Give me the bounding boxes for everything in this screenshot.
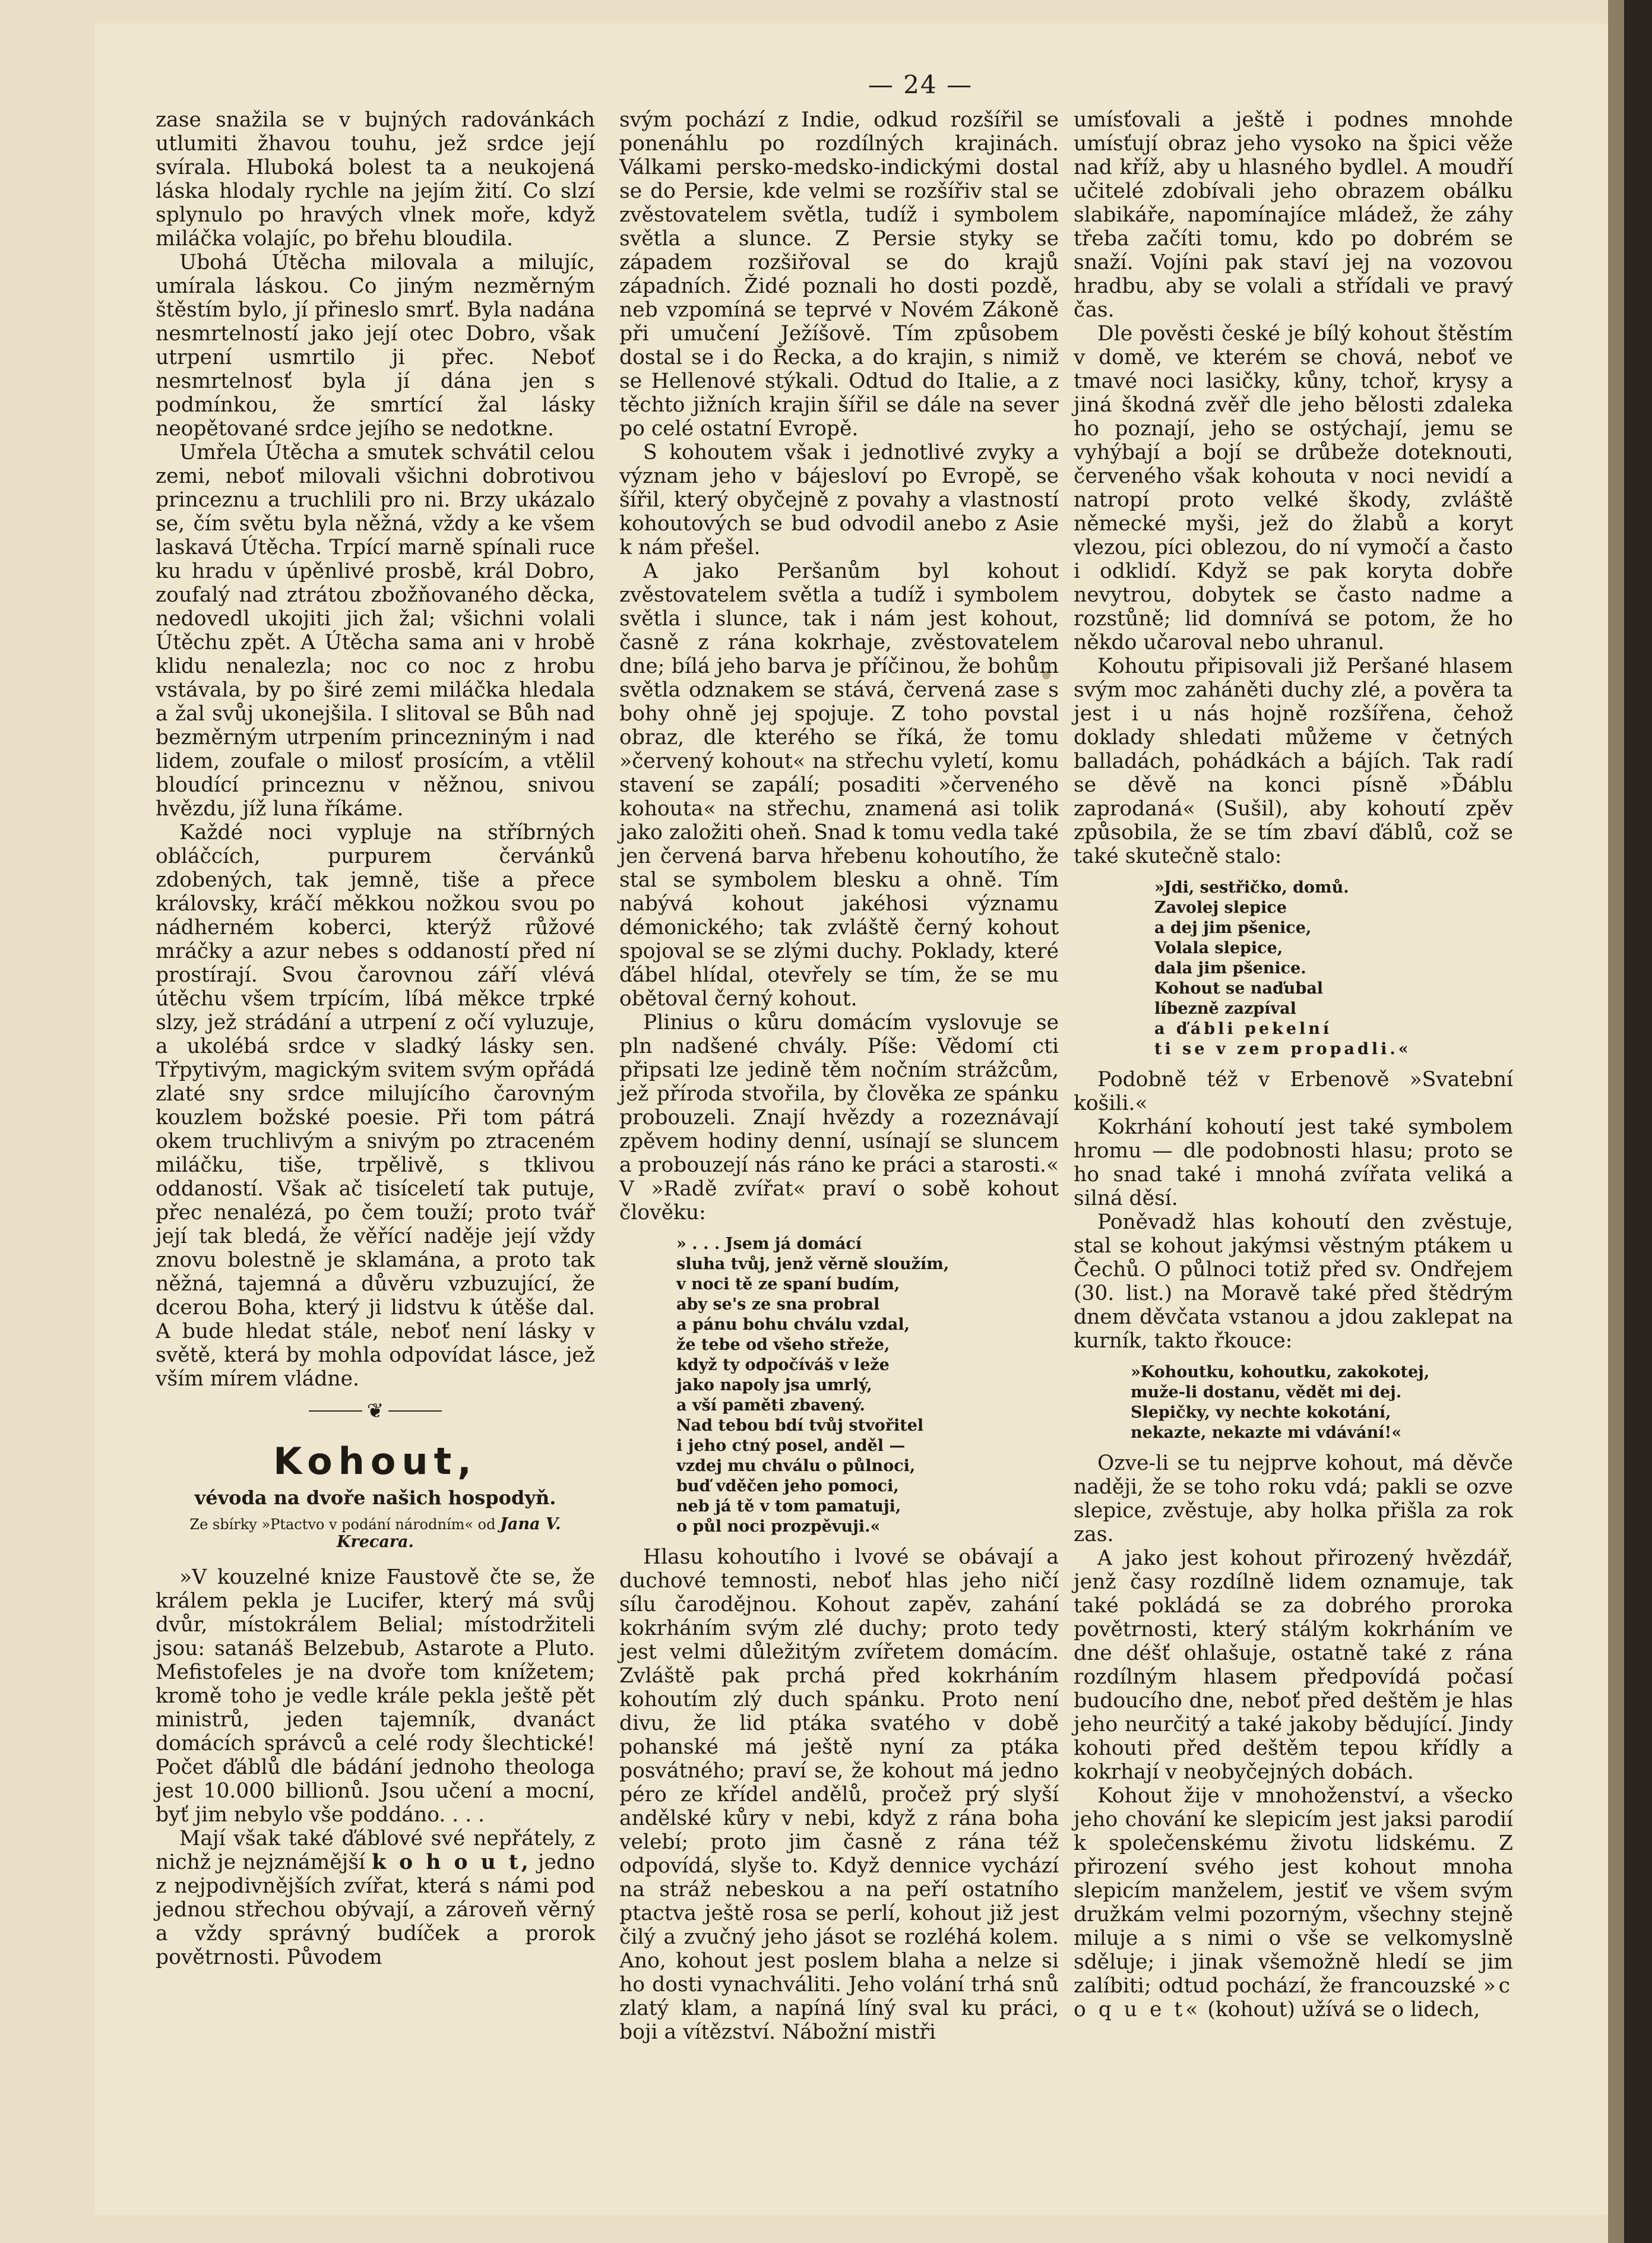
poem-line: a pánu bohu chválu vzdal, <box>676 1315 910 1334</box>
paragraph: zase snažila se v bujných radovánkách utlumiti žhavou touhu, jež srdce její svírala. Hluboká bolest ta a neukojená láska hlodaly rychle na jejím žití. Co slzí splynulo po hravých vlnek moře, když miláčka volajíc, po břehu bloudila. <box>156 108 595 251</box>
text-run: jedno z nejpodivnějších zvířat, která s námi pod jednou střechou obývají, a zároveň věrný a vždy správný budíček a prorok povětrnosti. Původem <box>156 1850 595 1969</box>
source-author: Jana V. Krecara. <box>337 1515 561 1551</box>
poem-line: Volala slepice, <box>1154 939 1283 957</box>
text-run: Mají však také ďáblové své nepřátely, z nichž je nejznámější <box>156 1827 595 1874</box>
separator-line <box>309 1410 362 1412</box>
paragraph: A jako Peršanům byl kohout zvěstovatelem světla a tudíž i symbolem světla i slunce, tak i nám jest kohout, časně z rána kokrhaje, zvěstovatelem dne; bílá jeho barva je příčinou, že bohům světla odznakem se stává, červená zase s bohy ohně jej spojuje. Z toho povstal obraz, dle kterého se říká, že tomu »červený kohout« na střechu vyletí, komu stavení se zapálí; posaditi »červeného kohouta« na střechu, znamená asi tolik jako založiti oheň. Snad k tomu vedla také jen červená barva hřebenu kohoutího, že stal se symbolem blesku a ohně. Tím nabývá kohout jakéhosi významu démonického; tak zvláště černý kohout spojoval se se zlými duchy. Poklady, které ďábel hlídal, otevřely se tím, že se mu obětoval černý kohout. <box>619 559 1059 1011</box>
poem-line: Zavolej slepice <box>1154 899 1287 917</box>
paragraph: Každé noci vypluje na stříbrných obláčcích, purpurem červánků zdobených, tak jemně, tiše a přece královsky, kráčí měkkou nožkou svou po nádherném koberci, kterýž růžové mráčky a azur nebes s oddaností před ní prostírají. Svou čarovnou září vlévá útěchu všem trpícím, líbá měkce trpké slzy, jež strádání a utrpení z očí vyluzuje, a ukolébá srdce v sladký lásky sen. Třpytivým, magickým svitem svým opřádá zlaté sny srdce milujícího čarovným kouzlem božské poesie. Při tom pátrá okem truchlivým a snivým po ztraceném miláčku, tiše, trpělivě, s tklivou oddaností. Však ač tisíceletí tak putuje, přec nenalézá, po čem touží; proto tvář její tak bledá, že věřící naděje její vždy znovu bolestně je sklamána, a proto tak něžná, tajemná a důvěru vzbuzující, že dcerou Boha, který ji lidstvu k útěše dal. A bude hledat stále, neboť není lásky v světě, která by mohla odpovídat lásce, jež vším mírem vládne. <box>156 821 595 1391</box>
poem-line: nekazte, nekazte mi vdávání!« <box>1131 1423 1402 1442</box>
poem-line: v noci tě ze spaní budím, <box>676 1275 900 1293</box>
emphasis-coquet: »c o q u e t« <box>1074 1974 1513 2021</box>
article-source <box>156 1516 595 1551</box>
page-edge <box>1624 0 1652 2243</box>
paragraph: S kohoutem však i jednotlivé zvyky a význam jeho v bájesloví po Evropě, se šířil, který obyčejně z povahy a vlastností kohoutových se bud odvodil anebo z Asie k nám přešel. <box>619 441 1059 559</box>
page-edge-shadow <box>1608 0 1624 2243</box>
poem-line: že tebe od všeho střeže, <box>676 1336 890 1354</box>
paragraph: Dle pověsti české je bílý kohout štěstím v domě, ve kterém se chová, neboť ve tmavé noci lasičky, kůny, tchoř, krysy a jiná škodná zvěř dle jeho bělosti zdaleka ho poznají, jeho se ostýchají, jemu se vyhýbají a bojí se drůbeže doteknouti, červeného však kohouta v noci nevidí a natropí proto velké škody, zvláště německé myši, jež do žlabů a koryt vlezou, píci oblezou, do ní vymočí a často i odklidí. Když se pak koryta dobře nevytrou, dobytek se často nadme a rozstůně; lid domnívá se potom, že ho někdo učaroval nebo uhranul. <box>1074 322 1513 654</box>
paragraph: Ubohá Útěcha milovala a milujíc, umírala láskou. Co jiným nezměrným štěstím bylo, jí přineslo smrť. Byla nadána nesmrtelností jako její otec Dobro, však utrpení usmrtilo ji přec. Neboť nesmrtelnosť byla jí dána jen s podmínkou, že smrtící žal lásky neopětované srdce jejího se nedotkne. <box>156 251 595 441</box>
poem-line: líbezně zazpíval <box>1154 999 1296 1018</box>
paragraph: svým pochází z Indie, odkud rozšířil se ponenáhlu po rozdílných krajinách. Válkami persko-medsko-indickými dostal se do Persie, kde velmi se rozšířiv stal se zvěstovatelem světla, tudíž i symbolem světla a slunce. Z Persie styky se západem rozšiřoval se do krajů západních. Židé poznali ho dosti pozdě, neb vzpomíná se teprvé v Novém Zákoně při umučení Ježíšově. Tím způsobem dostal se i do Řecka, a do krajin, s nimiž se Hellenové stýkali. Odtud do Italie, a z těchto jižních krajin šířil se dále na sever po celé ostatní Evropě. <box>619 108 1059 441</box>
text-run: (kohout) užívá se o lidech, <box>1207 1998 1480 2021</box>
poem-line: aby se's ze sna probral <box>676 1295 880 1314</box>
paragraph: Ozve-li se tu nejprve kohout, má děvče naději, že se toho roku vdá; pakli se ozve slepice, zvěstuje, aby holka přišla za rok zas. <box>1074 1451 1513 1546</box>
paragraph: A jako jest kohout přirozený hvězdář, jenž časy rozdílně lidem oznamuje, tak také pokládá se za dobrého proroka povětrnosti, který stálým kokrháním ve dne déšť ohlašuje, ostatně také z rána rozdílným hlasem předpovídá počasí budoucího dne, neboť před deštěm je hlas jeho neurčitý a také jakoby bědující. Jindy kohouti před deštěm tepou křídly a kokrhají v neobyčejných dobách. <box>1074 1546 1513 1784</box>
poem-line: o půl noci prozpěvuji.« <box>676 1517 881 1536</box>
poem-line: »Kohoutku, kohoutku, zakokotej, <box>1131 1363 1430 1381</box>
poem-line: jako napoly jsa umrlý, <box>676 1376 872 1394</box>
poem-dablu-zaprodana <box>1074 878 1513 1059</box>
poem-line: buď vděčen jeho pomoci, <box>676 1477 899 1495</box>
column-2 <box>619 108 1059 2044</box>
poem-rada-zvirat <box>619 1234 1059 1537</box>
paragraph: »V kouzelné knize Faustově čte se, že králem pekla je Lucifer, který má svůj dvůr, místokrálem Belial; místodržiteli jsou: satanáš Belzebub, Astarote a Pluto. Mefistofeles je na dvoře tom knížetem; kromě toho je vedle krále pekla ještě pět ministrů, jeden tajemník, dvanáct domácích správců a celé rody šlechtické! Počet ďáblů dle bádání jednoho theologa jest 10.000 billionů. Jsou učení a mocní, byť jim nebylo vše poddáno. . . . <box>156 1565 595 1827</box>
poem-line: » . . . Jsem já domácí <box>676 1235 862 1253</box>
poem-line: neb já tě v tom pamatuji, <box>676 1497 901 1516</box>
poem-line: když ty odpočíváš v leže <box>676 1356 890 1374</box>
poem-line: a vší paměti zbavený. <box>676 1396 865 1415</box>
poem-line: ti se v zem propadli.« <box>1154 1040 1412 1058</box>
poem-line: vzdej mu chválu o půlnoci, <box>676 1457 916 1475</box>
poem-line: Slepičky, vy nechte kokotání, <box>1131 1403 1391 1422</box>
poem-kohoutku <box>1074 1362 1513 1443</box>
poem-line: i jeho ctný posel, anděl — <box>676 1437 906 1455</box>
poem-line: Nad tebou bdí tvůj stvořitel <box>676 1416 924 1435</box>
article-subtitle: vévoda na dvoře našich hospodyň. <box>194 1486 556 1509</box>
poem-line: muže-li dostanu, vědět mi dej. <box>1131 1383 1402 1402</box>
separator-line <box>388 1410 442 1412</box>
paragraph: Hlasu kohoutího i lvové se obávají a duchové temnosti, neboť hlas jeho ničí sílu čarodějnou. Kohout zapěv, zahání kokrháním svým zlé duchy; proto tedy jest velmi důležitým zvířetem domácím. Zvláště pak prchá před kokrháním kohoutím zlý duch spánku. Proto není divu, že lid ptáka svatého v době pohanské má ještě nyní za ptáka posvátného; praví se, že kohout má jedno péro ze křídel andělů, pročež prý slyší andělské kůry v nebi, když z rána boha velebí; proto jim časně z rána též odpovídá, slyše to. Když dennice vychází na stráž nebeskou a na peří ostatního ptactva ještě rosa se perlí, kohout již jest čilý a zvučný jeho jásot se rozléhá kolem. Ano, kohout jest poslem blaha a nelze si ho dosti vynachváliti. Jeho volání trhá snů zlatý klam, a napíná líný sval ku práci, boji a vítězství. Nábožní mistři <box>619 1545 1059 2044</box>
flourish-icon: ❦ <box>366 1399 384 1423</box>
paragraph: Poněvadž hlas kohoutí den zvěstuje, stal se kohout jakýmsi věstným ptákem u Čechů. O půlnoci totiž před sv. Ondřejem (30. list.) na Moravě také před štědrým dnem děvčata vstanou a jdou zaklepat na kurník, takto řkouce: <box>1074 1210 1513 1353</box>
paragraph: umísťovali a ještě i podnes mnohde umísťují obraz jeho vysoko na špici věže nad kříž, aby u hlasného bydlel. A moudří učitelé zdobívali jeho obrazem obálku slabikáře, napomínajíce mládež, že záhy třeba začíti tomu, kdo po dobrém se snaží. Vojíni pak staví jej na vozovou hradbu, aby se volali a střídali ve pravý čas. <box>1074 108 1513 322</box>
paragraph: Umřela Útěcha a smutek schvátil celou zemi, neboť milovali všichni dobrotivou princeznu a truchlili pro ni. Brzy ukázalo se, čím světu byla něžná, vždy a ke všem laskavá Útěcha. Trpící marně spínali ruce ku hradu v úpěnlivé prosbě, král Dobro, zoufalý nad ztrátou zbožňovaného děcka, nedovedl ukojiti jich žal; všichni volali Útěchu zpět. A Útěcha sama ani v hrobě klidu nenalezla; noc co noc z hrobu vstávala, by po širé zemi miláčka hledala a žal svůj ukonejšila. I slitoval se Bůh nad bezměrným utrpením princezniným i nad lidem, zoufale o milosť prosícím, a vtělil bloudící princeznu v něžnou, snivou hvězdu, jíž luna říkáme. <box>156 441 595 821</box>
section-separator <box>156 1398 595 1423</box>
poem-line: sluha tvůj, jenž věrně sloužím, <box>676 1255 950 1273</box>
paragraph <box>1074 1784 1513 2021</box>
paragraph: Podobně též v Erbenově »Svatební košili.« <box>1074 1068 1513 1115</box>
column-1 <box>156 108 595 1969</box>
poem-line: Kohout se naďubal <box>1154 979 1324 998</box>
source-prefix: Ze sbírky »Ptactvo v podání národním« od <box>189 1516 496 1533</box>
article-title: Kohout, <box>273 1440 477 1483</box>
page-number: — 24 — <box>868 70 973 99</box>
poem-line: a ďábli pekelní <box>1154 1020 1333 1038</box>
poem-line: »Jdi, sestřičko, domů. <box>1154 878 1349 897</box>
poem-line: a dej jim pšenice, <box>1154 919 1312 937</box>
paragraph: Kohoutu připisovali již Peršané hlasem svým moc zaháněti duchy zlé, a pověra ta jest i u nás hojně rozšířena, čehož doklady shledati můžeme v četných balladách, pohádkách a bájích. Tak radí se děvě na konci písně »Ďáblu zaprodaná« (Sušil), aby kohoutí zpěv způsobila, že se tím zbaví ďáblů, což se také skutečně stalo: <box>1074 654 1513 868</box>
text-run: Kohout žije v mnohoženství, a všecko jeho chování ke slepicím jest jaksi parodií k společenskému životu lidskému. Z přirození svého jest kohout mnoha slepicím manželem, jestiť ve všem svým družkám velmi pozorným, všechny stejně miluje a s nimi o vše se velkomyslně sděluje; i jinak všemožně hledí se jim zalíbiti; odtud pochází, že francouzské <box>1074 1784 1513 1998</box>
column-3 <box>1074 108 1513 2021</box>
poem-line: dala jim pšenice. <box>1154 959 1306 977</box>
paragraph: Kokrhání kohoutí jest také symbolem hromu — dle podobnosti hlasu; proto se ho snad také i mnohá zvířata veliká a silná děsí. <box>1074 1115 1513 1210</box>
emphasis-kohout: k o h o u t, <box>372 1850 531 1874</box>
paragraph: Plinius o kůru domácím vyslovuje se pln nadšené chvály. Píše: Vědomí cti připsati lze jedině těm nočním strážcům, jež příroda stvořila, by člověka ze spánku probouzeli. Znají hvězdy a rozeznávají zpěvem hodiny denní, usínají se sluncem a probouzejí nás ráno ke práci a starosti.« V »Radě zvířat« praví o sobě kohout člověku: <box>619 1011 1059 1225</box>
paragraph <box>156 1827 595 1969</box>
